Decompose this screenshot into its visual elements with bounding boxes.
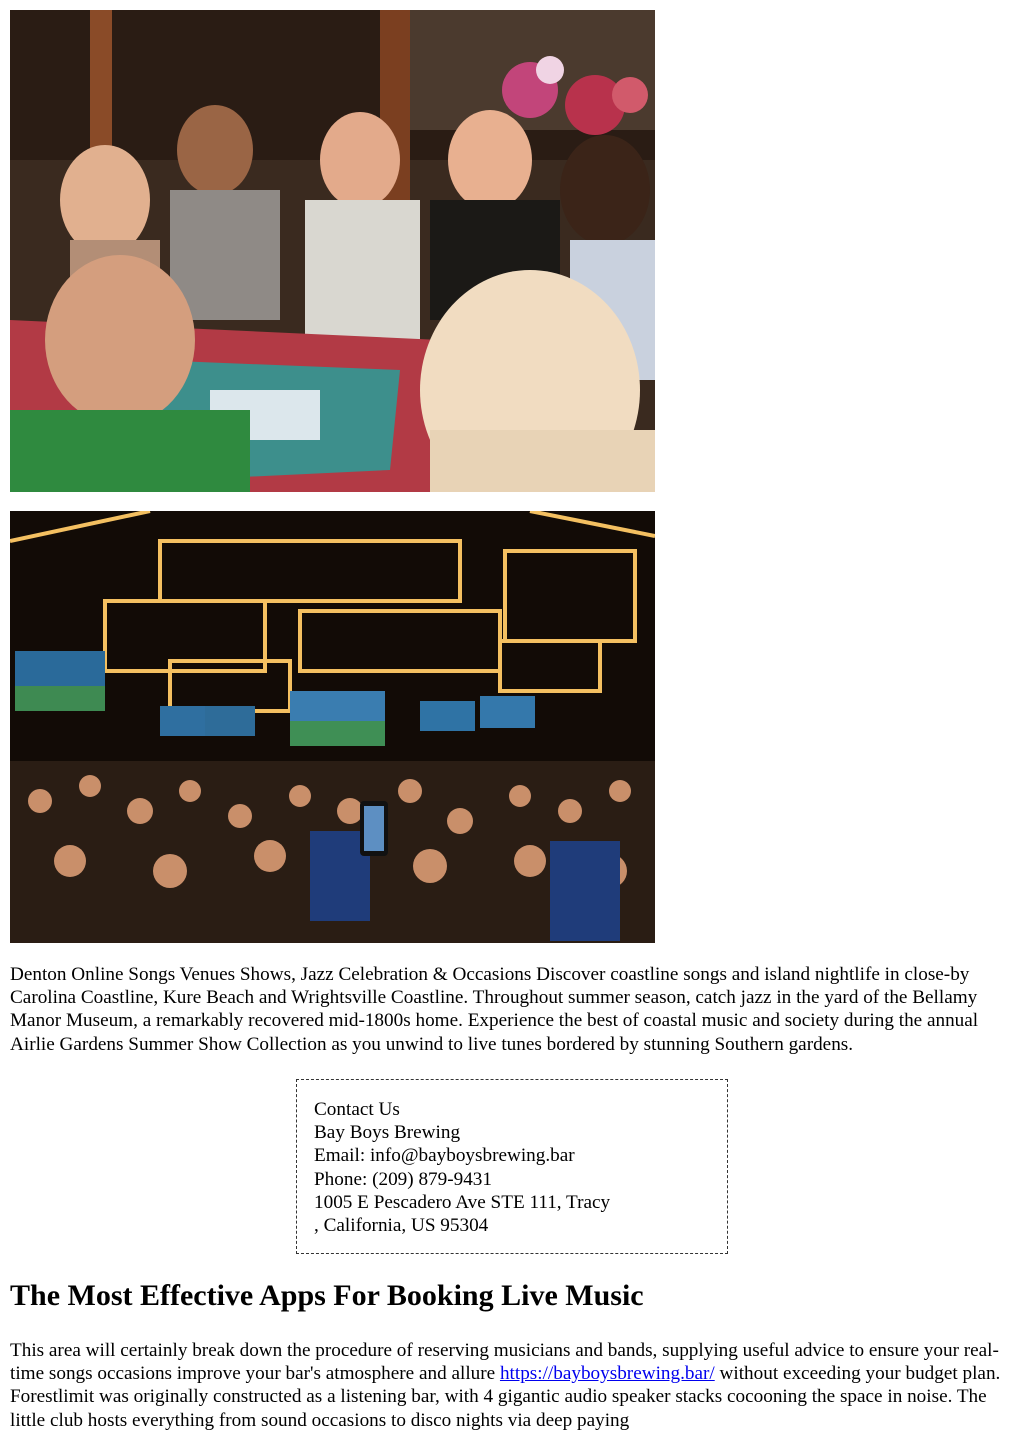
contact-heading: Contact Us — [314, 1099, 400, 1120]
intro-paragraph: Denton Online Songs Venues Shows, Jazz Celebration & Occasions Discover coastline songs and island nightlife in close-by Carolina Coastline, Kure Beach and Wrightsville Coastline. Throughout summer season, catch jazz in the yard of the Bellamy Manor Museum, a remarkably recovered mid-1800s home. Experience the best of coastal music and society during the annual Airlie Gardens Summer Show Collection as you unwind to live tunes bordered by stunning Southern gardens. — [10, 964, 979, 1055]
contact-phone: Phone: (209) 879-9431 — [314, 1168, 492, 1190]
contact-company: Bay Boys Brewing — [314, 1122, 461, 1144]
website-link[interactable]: https://bayboysbrewing.bar/ — [499, 1363, 715, 1385]
paragraph-text-end: without exceeding your budget plan. Forestlimit was originally constructed as a listening bar, with 4 gigantic audio speaker stacks cocooning the space in noise. The little club hosts everything from sound occasions to disco nights via deep paying — [10, 1363, 1001, 1431]
section-paragraph — [10, 1339, 1014, 1432]
paragraph-text-start: This area will certainly break down the procedure of reserving musicians and bands, supplying useful advice to ensure your real-time songs occasions improve your bar's atmosphere and allure — [10, 1340, 999, 1385]
board-game-photo — [10, 10, 655, 492]
contact-address-line1: 1005 E Pescadero Ave STE 111, Tracy — [314, 1191, 611, 1213]
contact-address-line2: , California, US 95304 — [314, 1215, 489, 1237]
section-heading: The Most Effective Apps For Booking Live Music — [10, 1279, 644, 1312]
contact-email: Email: info@bayboysbrewing.bar — [314, 1145, 575, 1167]
sports-bar-crowd-photo — [10, 511, 655, 943]
contact-box — [296, 1079, 728, 1254]
